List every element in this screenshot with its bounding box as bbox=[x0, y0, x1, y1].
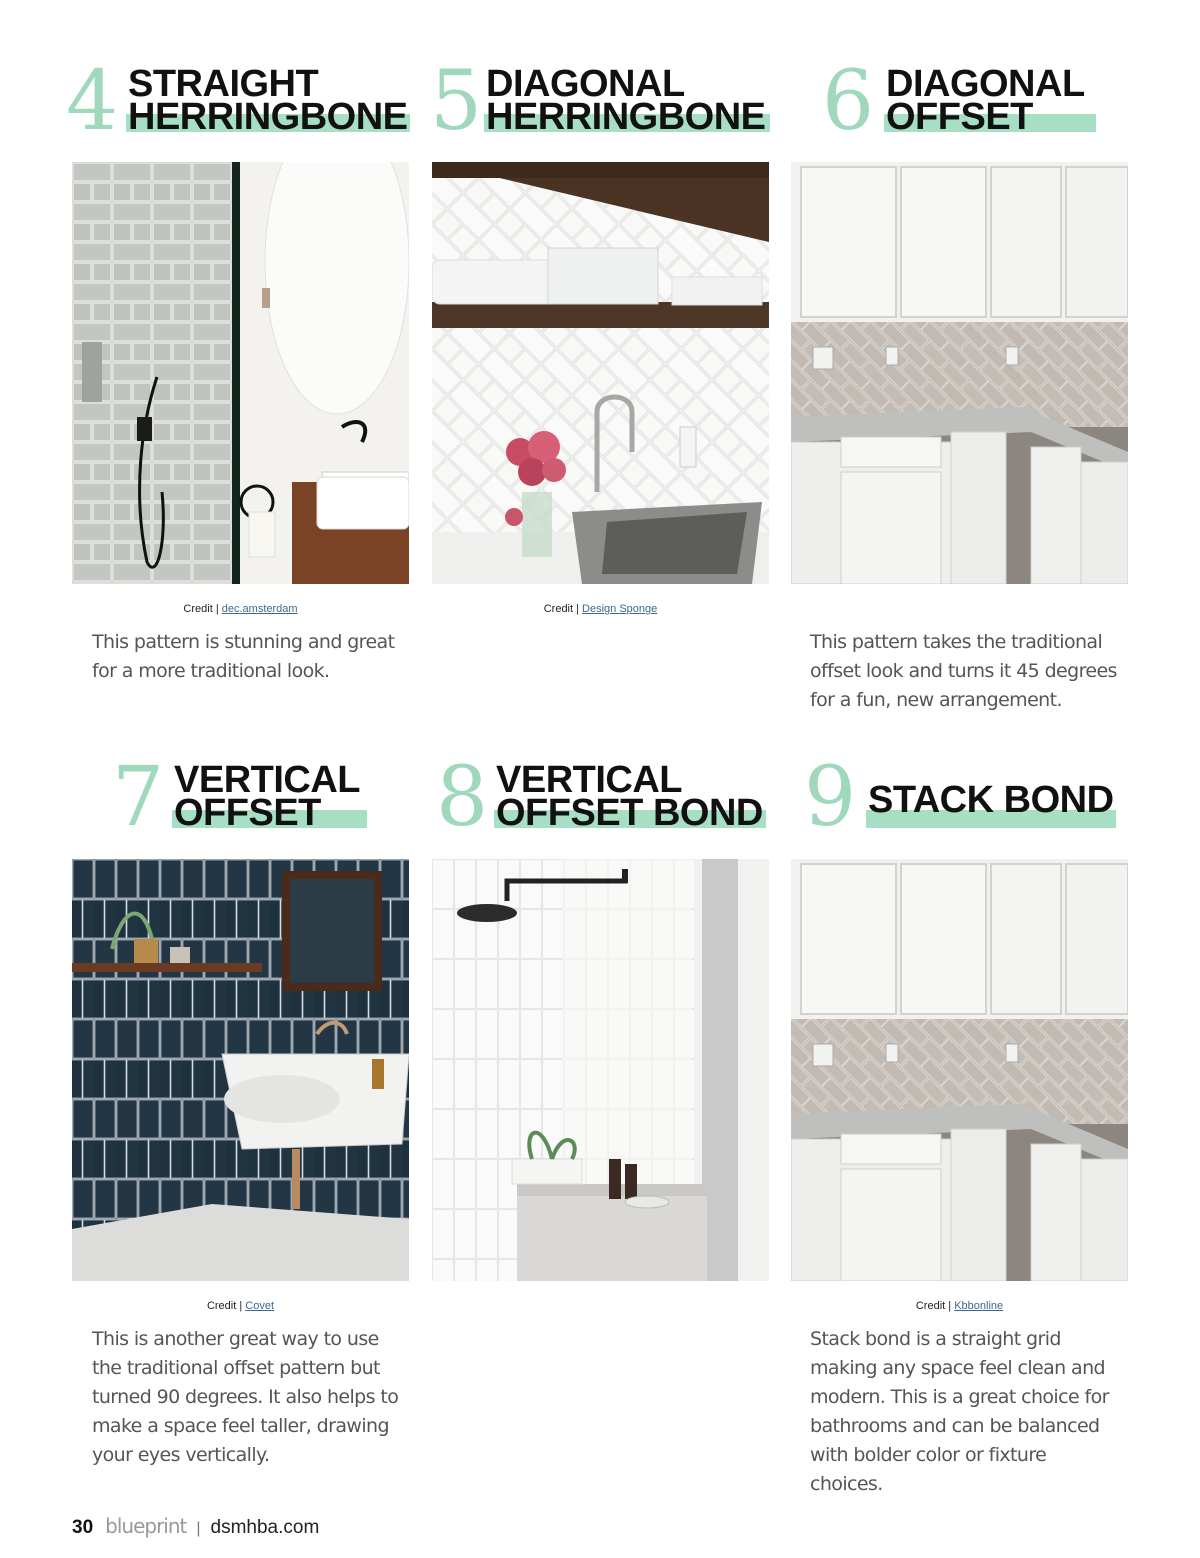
section-description: Stack bond is a straight grid making any space feel clean and modern. This is a great choice for bathrooms and can be balanced with bolder color or fixture choices. bbox=[810, 1328, 1109, 1495]
site-url[interactable]: dsmhba.com bbox=[210, 1517, 320, 1538]
section-description: This pattern takes the traditional offset look and turns it 45 degrees for a fun, new arrangement. bbox=[810, 631, 1117, 711]
section-number: 8 bbox=[436, 750, 489, 845]
title-line-1: STRAIGHT bbox=[128, 63, 319, 105]
section-title bbox=[174, 759, 360, 834]
heading-stack-bond bbox=[804, 750, 1124, 845]
credit-label: Credit | bbox=[183, 603, 219, 615]
heading-straight-herringbone bbox=[66, 54, 416, 149]
credit-line bbox=[432, 603, 769, 615]
heading-vertical-offset bbox=[112, 750, 382, 845]
title-line-2: HERRINGBONE bbox=[486, 96, 766, 138]
credit-line bbox=[72, 603, 409, 615]
section-title bbox=[868, 779, 1114, 821]
section-number: 4 bbox=[66, 54, 119, 149]
section-number: 9 bbox=[804, 750, 857, 845]
section-description: This is another great way to use the traditional offset pattern but turned 90 degrees. It also helps to make a space feel taller, drawing your eyes vertically. bbox=[92, 1328, 399, 1466]
credit-line bbox=[791, 1300, 1128, 1312]
heading-diagonal-offset bbox=[822, 54, 1122, 149]
title-line-1: VERTICAL bbox=[174, 759, 360, 801]
credit-label: Credit | bbox=[543, 603, 579, 615]
title-line-2: OFFSET bbox=[886, 96, 1033, 138]
credit-label: Credit | bbox=[206, 1300, 243, 1312]
section-title bbox=[886, 63, 1085, 138]
photo-stack-bond-kitchen bbox=[791, 859, 1128, 1281]
section-number: 6 bbox=[822, 54, 875, 149]
credit-link[interactable]: Kbbonline bbox=[954, 1300, 1004, 1312]
credit-label: Credit | bbox=[915, 1300, 952, 1312]
section-description: This pattern is stunning and great for a more traditional look. bbox=[92, 631, 395, 682]
credit-link[interactable]: Design Sponge bbox=[582, 603, 658, 615]
section-title bbox=[128, 63, 408, 138]
title-line-1: VERTICAL bbox=[496, 759, 682, 801]
credit-link[interactable]: dec.amsterdam bbox=[221, 603, 298, 615]
footer-separator: | bbox=[196, 1520, 201, 1537]
photo-straight-herringbone-bathroom bbox=[72, 162, 409, 584]
photo-vertical-offset-bathroom bbox=[72, 859, 409, 1281]
title-line-1: STACK BOND bbox=[868, 779, 1114, 821]
section-number: 5 bbox=[430, 54, 483, 149]
brand-logo: blueprint bbox=[105, 1514, 187, 1538]
page-footer bbox=[72, 1514, 319, 1544]
page-number: 30 bbox=[72, 1517, 94, 1538]
photo-diagonal-offset-kitchen bbox=[791, 162, 1128, 584]
photo-diagonal-herringbone-kitchen bbox=[432, 162, 769, 584]
title-line-2: OFFSET BOND bbox=[496, 792, 763, 834]
title-line-2: HERRINGBONE bbox=[128, 96, 408, 138]
title-line-1: DIAGONAL bbox=[886, 63, 1085, 105]
title-line-1: DIAGONAL bbox=[486, 63, 685, 105]
credit-link[interactable]: Covet bbox=[245, 1300, 275, 1312]
photo-vertical-offset-bond-shower bbox=[432, 859, 769, 1281]
heading-diagonal-herringbone bbox=[430, 54, 780, 149]
credit-line bbox=[72, 1300, 409, 1312]
section-title bbox=[496, 759, 763, 834]
title-line-2: OFFSET bbox=[174, 792, 321, 834]
section-title bbox=[486, 63, 766, 138]
section-number: 7 bbox=[112, 750, 165, 845]
heading-vertical-offset-bond bbox=[436, 750, 776, 845]
